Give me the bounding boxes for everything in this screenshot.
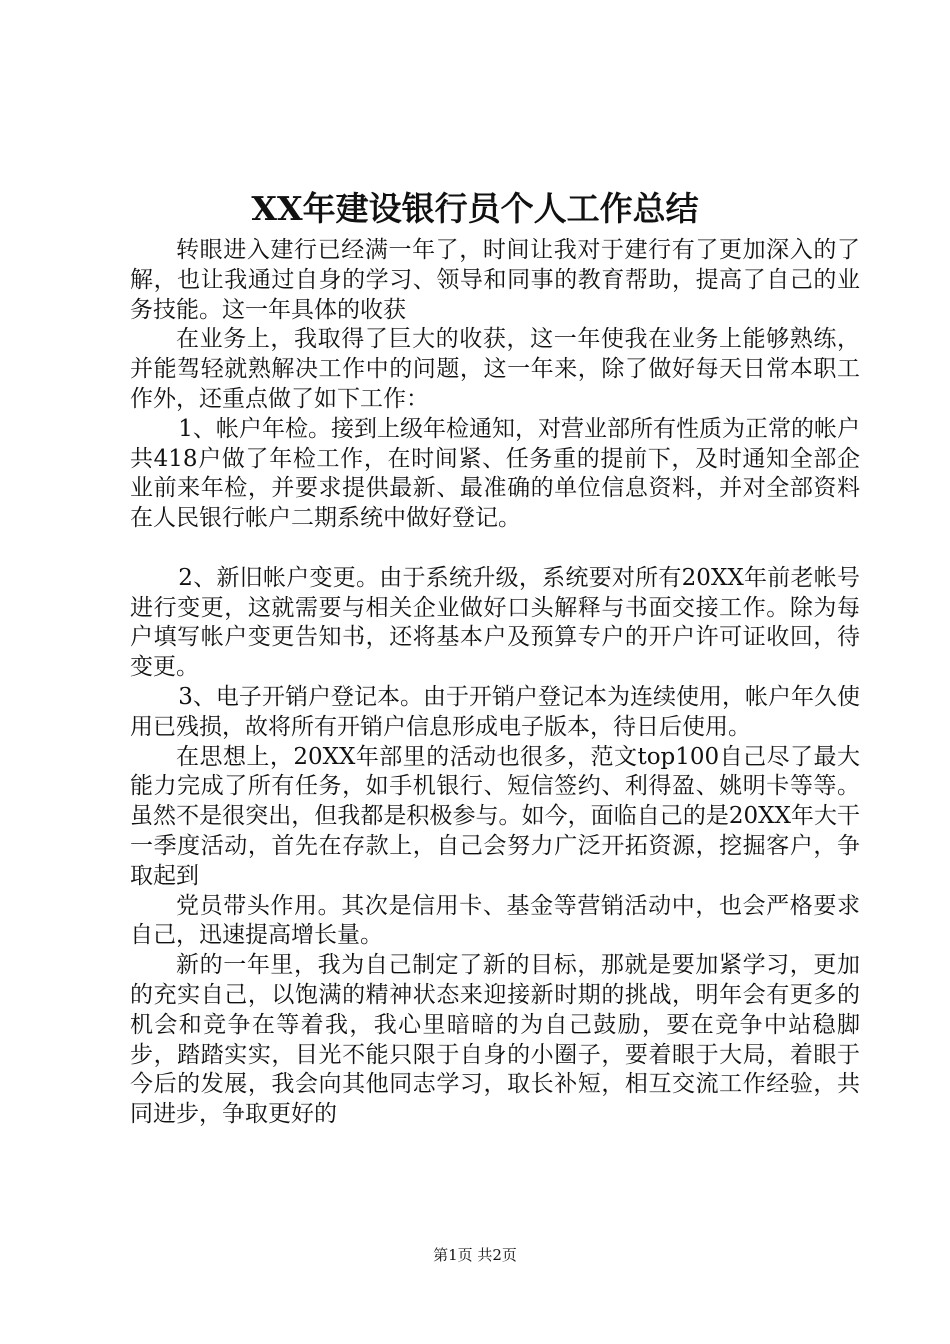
paragraph-party-member: 党员带头作用。其次是信用卡、基金等营销活动中，也会严格要求自己，迅速提高增长量。 <box>130 892 860 949</box>
paragraph-item-3: 3、电子开销户登记本。由于开销户登记本为连续使用，帐户年久使用已残损，故将所有开销户信息形成电子版本，待日后使用。 <box>130 683 860 740</box>
paragraph-new-year: 新的一年里，我为自己制定了新的目标，那就是要加紧学习，更加的充实自己，以饱满的精神状态来迎接新时期的挑战，明年会有更多的机会和竞争在等着我，我心里暗暗的为自己鼓励，要在竞争中站稳脚步，踏踏实实，目光不能只限于自身的小圈子，要着眼于大局，着眼于今后的发展，我会向其他同志学习，取长补短，相互交流工作经验，共同进步，争取更好的 <box>130 952 860 1128</box>
paragraph-item-1: 1、帐户年检。接到上级年检通知，对营业部所有性质为正常的帐户共418户做了年检工作，在时间紧、任务重的提前下，及时通知全部企业前来年检，并要求提供最新、最准确的单位信息资料，并对全部资料在人民银行帐户二期系统中做好登记。 <box>130 415 860 532</box>
paragraph-item-2: 2、新旧帐户变更。由于系统升级，系统要对所有20XX年前老帐号进行变更，这就需要与相关企业做好口头解释与书面交接工作。除为每户填写帐户变更告知书，还将基本户及预算专户的开户许可证收回，待变更。 <box>130 564 860 681</box>
page-footer: 第1页 共2页 <box>433 1246 517 1264</box>
document-title: XX年建设银行员个人工作总结 <box>251 189 699 228</box>
paragraph-intro: 转眼进入建行已经满一年了，时间让我对于建行有了更加深入的了解，也让我通过自身的学习、领导和同事的教育帮助，提高了自己的业务技能。这一年具体的收获 <box>130 237 860 323</box>
document-body <box>130 236 860 1130</box>
paragraph-thought: 在思想上，20XX年部里的活动也很多，范文top100自己尽了最大能力完成了所有任务，如手机银行、短信签约、利得盈、姚明卡等等。虽然不是很突出，但我都是积极参与。如今，面临自己的是20XX年大干一季度活动，首先在存款上，自己会努力广泛开拓资源，挖掘客户，争取起到 <box>130 743 860 889</box>
paragraph-business: 在业务上，我取得了巨大的收获，这一年使我在业务上能够熟练，并能驾轻就熟解决工作中的问题，这一年来，除了做好每天日常本职工作外，还重点做了如下工作： <box>130 326 860 412</box>
